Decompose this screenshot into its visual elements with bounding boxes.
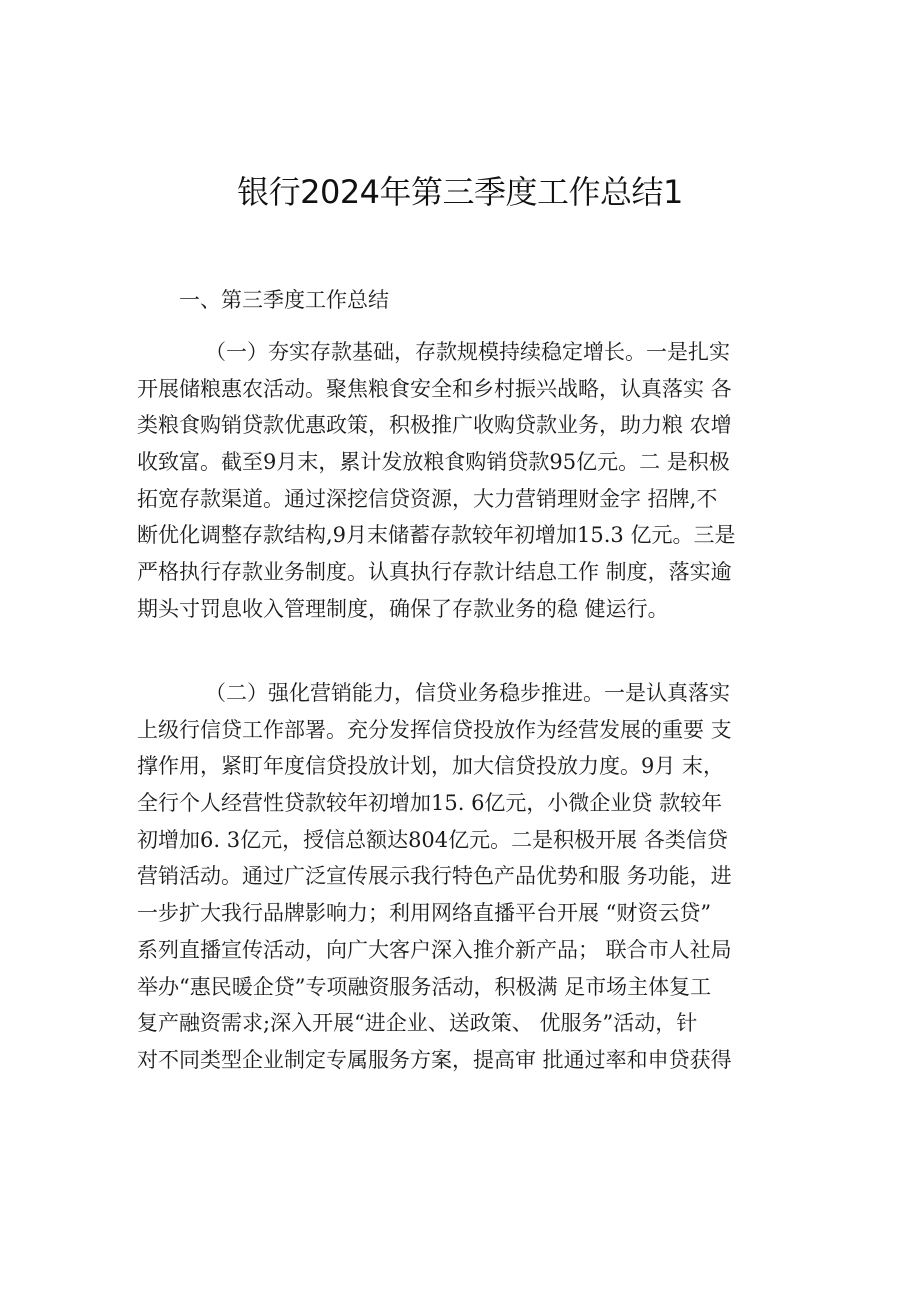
paragraph-line: 系列直播宣传活动，向广大客户深入推介新产品； 联合市人社局	[137, 937, 732, 962]
paragraph-line: 撑作用，紧盯年度信贷投放计划，加大信贷投放力度。9月 末，	[137, 754, 725, 779]
paragraph-line: 开展储粮惠农活动。聚焦粮食安全和乡村振兴战略，认真落实 各	[137, 376, 732, 401]
paragraph-line: 对不同类型企业制定专属服务方案，提高审 批通过率和申贷获得	[137, 1047, 732, 1072]
paragraph-line: 期头寸罚息收入管理制度，确保了存款业务的稳 健运行。	[137, 596, 669, 621]
paragraph-deposits	[137, 334, 802, 628]
paragraph-line: 严格执行存款业务制度。认真执行存款计结息工作 制度，落实逾	[137, 560, 732, 585]
paragraph-line: （二）强化营销能力，信贷业务稳步推进。一是认真落实	[205, 681, 730, 705]
paragraph-line: 断优化调整存款结构,9月末储蓄存款较年初增加15.3 亿元。三是	[137, 523, 736, 548]
section-heading: 一、第三季度工作总结	[179, 288, 389, 312]
paragraph-line: 举办“惠民暖企贷”专项融资服务活动，积极满 足市场主体复工	[137, 974, 712, 999]
paragraph-line: 上级行信贷工作部署。充分发挥信贷投放作为经营发展的重要 支	[137, 717, 732, 742]
document-title: 银行2024年第三季度工作总结1	[237, 173, 683, 211]
paragraph-line: 复产融资需求;深入开展“进企业、送政策、 优服务”活动，针	[137, 1011, 698, 1036]
paragraph-line: 类粮食购销贷款优惠政策，积极推广收购贷款业务，助力粮 农增	[137, 413, 732, 438]
paragraph-line: 收致富。截至9月末，累计发放粮食购销贷款95亿元。二 是积极	[137, 450, 730, 475]
paragraph-line: 一步扩大我行品牌影响力；利用网络直播平台开展 “财资云贷”	[137, 901, 712, 926]
paragraph-line: 初增加6. 3亿元，授信总额达804亿元。二是积极开展 各类信贷	[137, 827, 728, 852]
paragraph-line: （一）夯实存款基础，存款规模持续稳定增长。一是扎实	[205, 340, 730, 364]
paragraph-line: 全行个人经营性贷款较年初增加15. 6亿元，小微企业贷 款较年	[137, 791, 723, 816]
paragraph-line: 拓宽存款渠道。通过深挖信贷资源，大力营销理财金字 招牌,不	[137, 486, 718, 511]
paragraph-credit	[137, 675, 802, 1079]
paragraph-line: 营销活动。通过广泛宣传展示我行特色产品优势和服 务功能，进	[137, 864, 732, 889]
